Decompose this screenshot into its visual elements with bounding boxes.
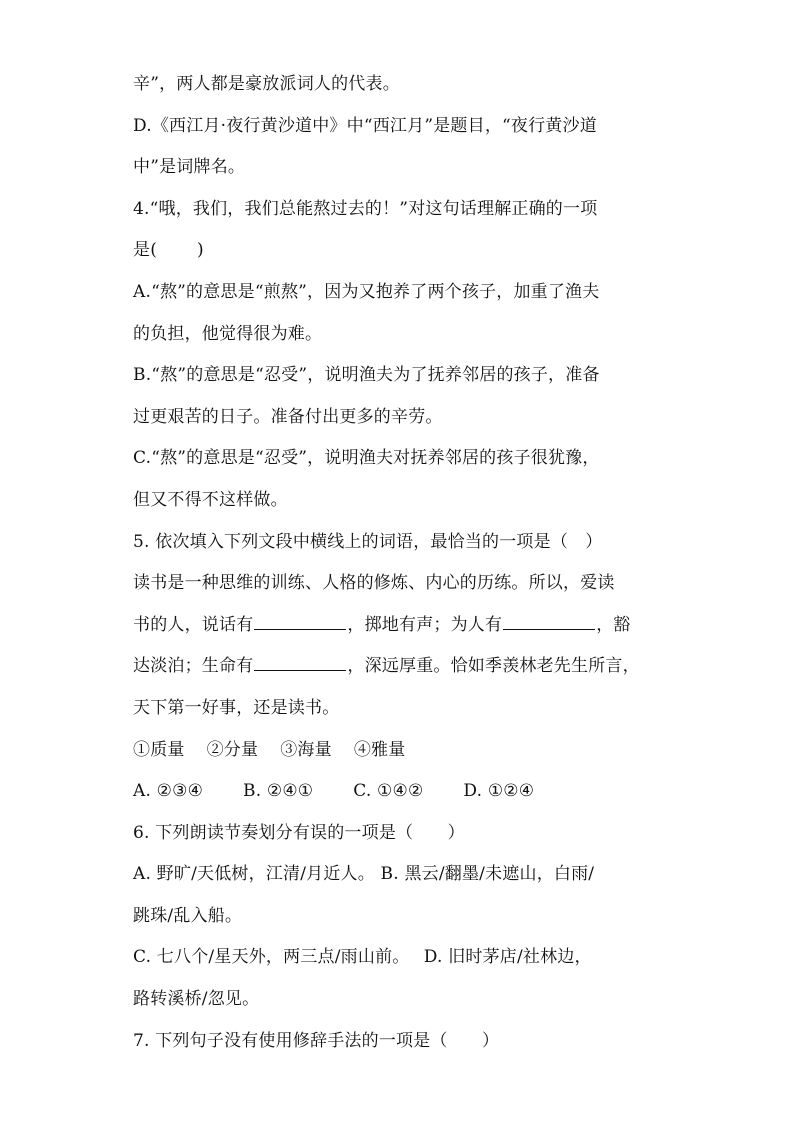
q5-passage-line1: 读书是一种思维的训练、人格的修炼、内心的历练。所以，爱读 bbox=[133, 573, 615, 594]
q4-stem-line1: 4.“哦，我们，我们总能熬过去的！”对这句话理解正确的一项 bbox=[133, 198, 598, 219]
answer-option: A. ②③④ bbox=[133, 781, 204, 802]
passage-text: ，深远厚重。恰如季羡林老先生所言， bbox=[347, 656, 640, 677]
passage-text: ，掷地有声；为人有 bbox=[347, 614, 503, 635]
q4-option-b-line1: B.“熬”的意思是“忍受”，说明渔夫为了抚养邻居的孩子，准备 bbox=[133, 365, 600, 386]
q5-stem: 5. 依次填入下列文段中横线上的词语，最恰当的一项是（ ） bbox=[133, 531, 603, 552]
fill-blank-3 bbox=[254, 656, 346, 671]
word-option: ②分量 bbox=[206, 739, 259, 760]
answer-option: B. ②④① bbox=[243, 781, 314, 802]
answer-option: C. ①④② bbox=[353, 781, 424, 802]
q4-option-a-line1: A.“熬”的意思是“煎熬”，因为又抱养了两个孩子，加重了渔夫 bbox=[133, 281, 600, 302]
q5-passage-line3 bbox=[133, 646, 673, 688]
document-content bbox=[133, 64, 673, 1062]
q4-stem-line2: 是( ) bbox=[133, 240, 204, 261]
q6-options-line2: 跳珠/乱入船。 bbox=[133, 905, 243, 926]
q6-options-line3: C. 七八个/星天外，两三点/雨山前。 D. 旧时茅店/社林边， bbox=[133, 947, 592, 968]
q6-stem: 6. 下列朗读节奏划分有误的一项是（ ） bbox=[133, 822, 465, 843]
answer-option: D. ①②④ bbox=[463, 781, 535, 802]
fill-blank-1 bbox=[254, 615, 346, 630]
word-option: ③海量 bbox=[280, 739, 332, 760]
q5-answer-options bbox=[133, 771, 673, 813]
q4-option-a-line2: 的负担，他觉得很为难。 bbox=[133, 323, 323, 344]
q5-passage-line2 bbox=[133, 605, 673, 647]
fill-blank-2 bbox=[503, 615, 595, 630]
passage-text: 书的人，说话有 bbox=[133, 614, 254, 635]
q5-passage-line4: 天下第一好事，还是读书。 bbox=[133, 697, 340, 718]
passage-text: ，豁 bbox=[596, 614, 631, 635]
q3-option-d-line2: 中”是词牌名。 bbox=[133, 157, 246, 178]
q3-option-d-line1: D.《西江月·夜行黄沙道中》中“西江月”是题目，“夜行黄沙道 bbox=[133, 115, 597, 136]
q6-options-line4: 路转溪桥/忽见。 bbox=[133, 989, 260, 1010]
q5-word-options bbox=[133, 730, 673, 772]
word-option: ④雅量 bbox=[353, 739, 406, 760]
word-option: ①质量 bbox=[133, 739, 185, 760]
q4-option-c-line1: C.“熬”的意思是“忍受”，说明渔夫对抚养邻居的孩子很犹豫， bbox=[133, 448, 600, 469]
q4-option-c-line2: 但又不得不这样做。 bbox=[133, 489, 288, 510]
text-line: 辛”，两人都是豪放派词人的代表。 bbox=[133, 74, 400, 94]
q6-options-line1: A. 野旷/天低树，江清/月近人。 B. 黑云/翻墨/未遮山，白雨/ bbox=[133, 864, 595, 885]
q4-option-b-line2: 过更艰苦的日子。准备付出更多的辛劳。 bbox=[133, 406, 443, 427]
passage-text: 达淡泊；生命有 bbox=[133, 656, 254, 677]
q7-stem: 7. 下列句子没有使用修辞手法的一项是（ ） bbox=[133, 1030, 500, 1051]
